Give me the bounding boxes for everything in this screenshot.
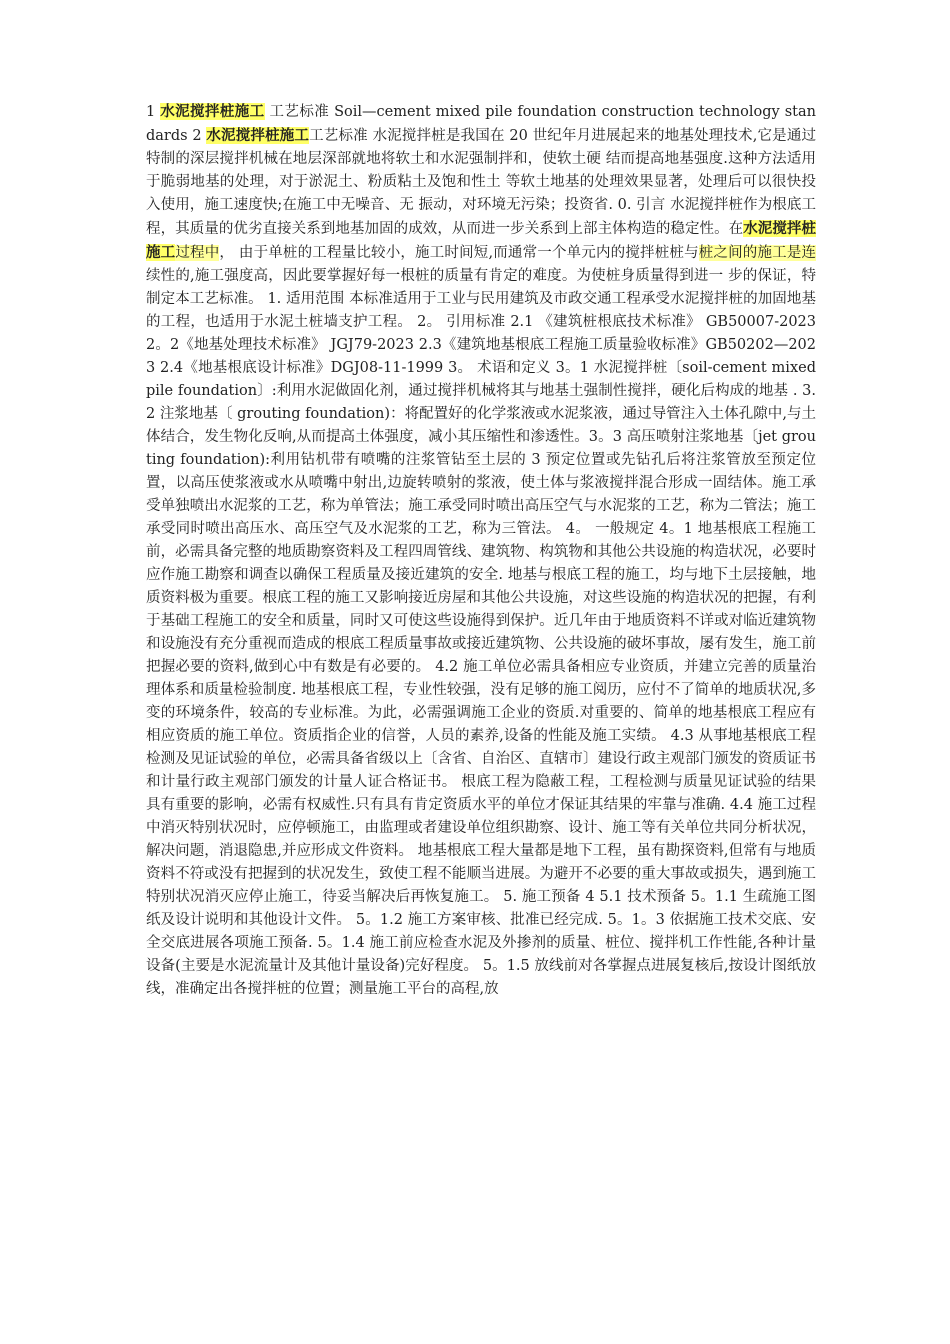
document-body-text [146,100,816,1001]
highlighted-term: 水泥搅拌桩施工 [160,103,265,120]
highlighted-text: 过程中 [175,245,220,261]
text-segment: 工艺标准 Soil—cement mixed pile foundation construction technology standards 2 [146,104,816,144]
highlighted-term: 水泥搅拌桩施工 [206,127,310,144]
text-segment: 续性的,施工强度高，因此要掌握好每一根桩的质量有肯定的难度。为使桩身质量得到进一 步的保证，特制定本工艺标准。 1. 适用范围 本标准适用于工业与民用建筑及市政交通工程承受水泥搅拌桩的加固地基的工程，也适用于水泥土桩墙支护工程。 2。 引用标准 2.1 《建筑桩根底技术标准》 GB50007-2023 2。2《地基处理技术标准》 JGJ79-2023 2.3《建筑地基根底工程施工质量验收标准》GB50202—2023 2.4《地基根底设计标准》DGJ08-11-1999 3。 术语和定义 3。1 水泥搅拌桩〔soil-cement mixed pile foundation〕:利用水泥做固化剂，通过搅拌机械将其与地基土强制性搅拌，硬化后构成的地基 . 3.2 注浆地基〔 grouting foundation)：将配置好的化学浆液或水泥浆液，通过导管注入土体孔隙中,与土体结合，发生物化反响,从而提高土体强度，减小其压缩性和渗透性。3。3 高压喷射注浆地基〔jet grouting foundation):利用钻机带有喷嘴的注浆管钻至土层的 3 预定位置或先钻孔后将注浆管放至预定位置，以高压使浆液或水从喷嘴中射出,边旋转喷射的浆液，使土体与浆液搅拌混合形成一固结体。施工承受单独喷出水泥浆的工艺，称为单管法；施工承受同时喷出高压空气与水泥浆的工艺，称为二管法；施工承受同时喷出高压水、高压空气及水泥浆的工艺，称为三管法。 4。 一般规定 4。1 地基根底工程施工前，必需具备完整的地质勘察资料及工程四周管线、建筑物、构筑物和其他公共设施的构造状况，必要时应作施工勘察和调查以确保工程质量及接近建筑的安全. 地基与根底工程的施工，均与地下土层接触，地质资料极为重要。根底工程的施工又影响接近房屋和其他公共设施，对这些设施的构造状况的把握，有利于基础工程施工的安全和质量，同时又可使这些设施得到保护。近几年由于地质资料不详或对临近建筑物和设施没有充分重视而造成的根底工程质量事故或接近建筑物、公共设施的破坏事故，屡有发生，施工前把握必要的资料,做到心中有数是有必要的。 4.2 施工单位必需具备相应专业资质，并建立完善的质量治理体系和质量检验制度. 地基根底工程，专业性较强，没有足够的施工阅历，应付不了简单的地质状况,多变的环境条件，较高的专业标准。为此，必需强调施工企业的资质.对重要的、简单的地基根底工程应有相应资质的施工单位。资质指企业的信誉，人员的素养,设备的性能及施工实绩。 4.3 从事地基根底工程检测及见证试验的单位，必需具备省级以上〔含省、自治区、直辖市〕建设行政主观部门颁发的资质证书和计量行政主观部门颁发的计量人证合格证书。 根底工程为隐蔽工程，工程检测与质量见证试验的结果具有重要的影响，必需有权威性.只有具有肯定资质水平的单位才保证其结果的牢靠与准确. 4.4 施工过程中消灭特别状况时，应停顿施工，由监理或者建设单位组织勘察、设计、施工等有关单位共同分析状况，解决问题，消退隐患,并应形成文件资料。 地基根底工程大量都是地下工程，虽有勘探资料,但常有与地质资料不符或没有把握到的状况发生，致使工程不能顺当进展。为避开不必要的重大事故或损失，遇到施工特别状况消灭应停止施工，待妥当解决后再恢复施工。 5. 施工预备 4 5.1 技术预备 5。1.1 生疏施工图纸及设计说明和其他设计文件。 5。1.2 施工方案审核、批准已经完成. 5。1。3 依据施工技术交底、安全交底进展各项施工预备. 5。1.4 施工前应检查水泥及外掺剂的质量、桩位、搅拌机工作性能,各种计量设备(主要是水泥流量计及其他计量设备)完好程度。 5。1.5 放线前对各掌握点进展复核后,按设计图纸放线，准确定出各搅拌桩的位置；测量施工平台的高程,放 [146,268,816,997]
highlighted-term: 水泥搅拌桩施工 [146,220,817,261]
text-segment: 1 [146,104,161,120]
text-segment: 工艺标准 水泥搅拌桩是我国在 20 世纪年月进展起来的地基处理技术,它是通过特制的深层搅拌机械在地层深部就地将软土和水泥强制拌和，使软土硬 结而提高地基强度.这种方法适用于脆弱地基的处理，对于淤泥土、粉质粘土及饱和性土 等软土地基的处理效果显著，处理后可以很快投入使用，施工速度快;在施工中无噪音、无 振动，对环境无污染；投资省. 0. 引言 水泥搅拌桩作为根底工程，其质量的优劣直接关系到地基加固的成效，从而进一步关系到上部主体构造的稳定性。在 [146,128,817,237]
highlighted-text: 桩之间的施工是连 [698,245,817,261]
text-segment: ， 由于单桩的工程量比较小，施工时间短,而通常一个单元内的搅拌桩桩与 [219,245,699,261]
